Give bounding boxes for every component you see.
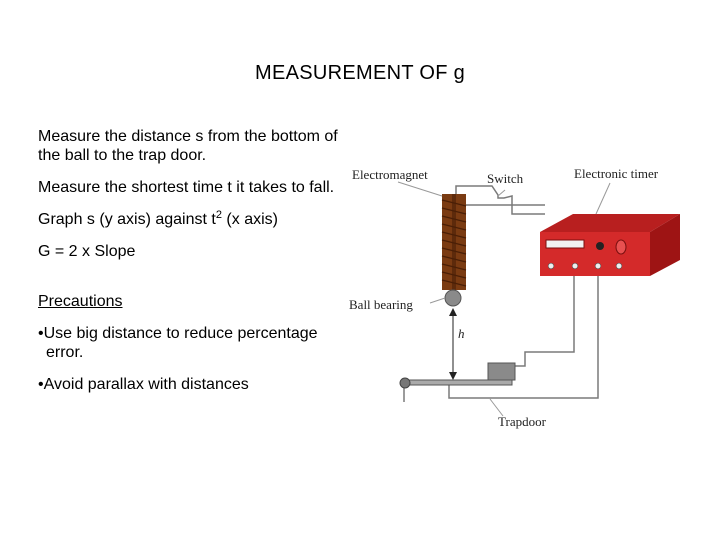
instruction-measure-distance: Measure the distance s from the bottom of the ball to the trap door.: [38, 128, 338, 164]
precautions-heading: Precautions: [38, 293, 123, 310]
graph-text-superscript: 2: [215, 209, 222, 221]
slide-title: MEASUREMENT OF g: [254, 62, 465, 84]
instruction-formula: G = 2 x Slope: [38, 243, 136, 260]
precaution-item-big-distance: •Use big distance to reduce percentage error.: [38, 325, 318, 361]
instruction-graph: [38, 210, 338, 229]
label-electronic-timer: Electronic timer: [574, 166, 659, 181]
ball-bearing: [445, 290, 461, 306]
instructions-text: [38, 127, 338, 407]
instruction-measure-time: Measure the shortest time t it takes to fall.: [38, 179, 335, 196]
trapdoor: [400, 363, 515, 388]
height-arrow: [449, 308, 457, 380]
precaution-item-parallax: •Avoid parallax with distances: [38, 376, 249, 393]
label-ball-bearing: Ball bearing: [349, 297, 413, 312]
apparatus-diagram: [340, 150, 690, 440]
electronic-timer: [540, 214, 680, 276]
label-switch: Switch: [487, 171, 524, 186]
graph-text-post: (x axis): [221, 211, 278, 228]
label-trapdoor: Trapdoor: [498, 414, 546, 429]
graph-text-pre: Graph s (y axis) against t: [38, 211, 216, 228]
electromagnet: [442, 194, 466, 290]
label-electromagnet: Electromagnet: [352, 167, 428, 182]
label-height: h: [458, 326, 465, 341]
